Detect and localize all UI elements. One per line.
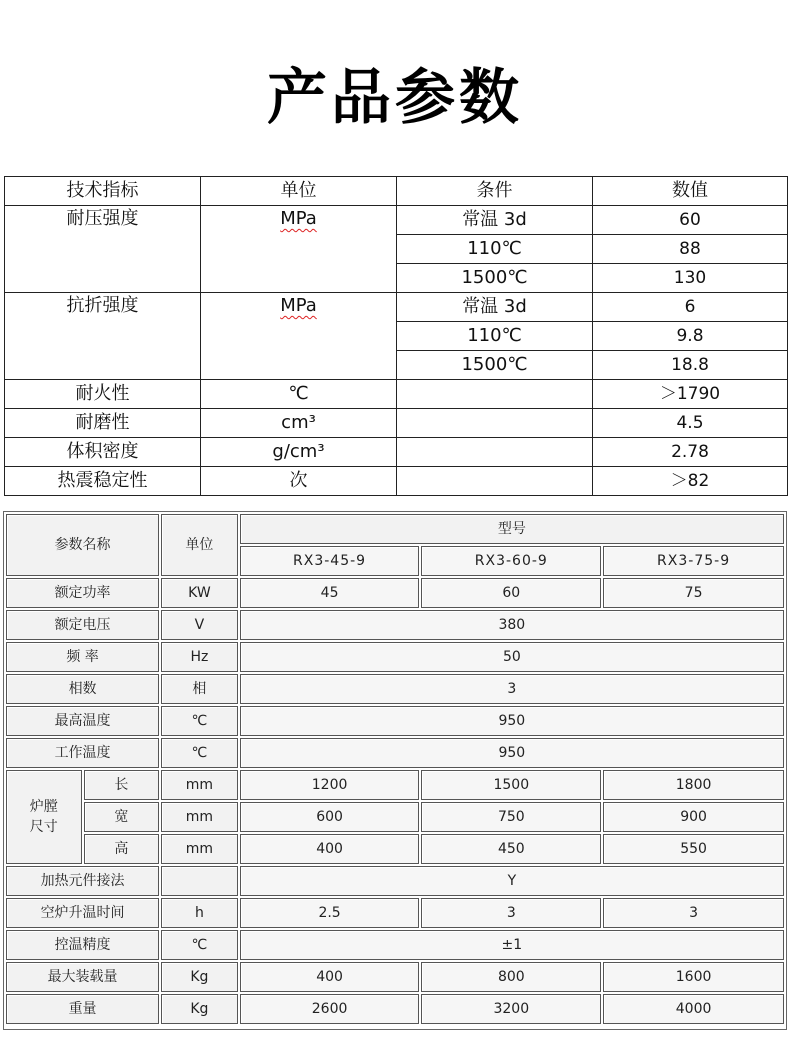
- unit-cell: [201, 293, 397, 380]
- value-cell: 1500: [421, 770, 601, 800]
- row-label: 额定电压: [6, 610, 159, 640]
- value-cell: 450: [421, 834, 601, 864]
- model-table: [4, 512, 786, 1026]
- table-row: [6, 738, 784, 768]
- row-label: 工作温度: [6, 738, 159, 768]
- value-cell: 4.5: [593, 409, 788, 438]
- value-cell: 550: [603, 834, 784, 864]
- table-row: [5, 467, 788, 496]
- table-row: [6, 514, 784, 544]
- table-row: [6, 770, 784, 800]
- table-row: [5, 206, 788, 235]
- unit-cell: 次: [201, 467, 397, 496]
- row-label: 热震稳定性: [5, 467, 201, 496]
- row-label: 相数: [6, 674, 159, 704]
- table-row: [6, 994, 784, 1024]
- header-cell: 单位: [201, 177, 397, 206]
- value-cell: 9.8: [593, 322, 788, 351]
- table-row: [6, 674, 784, 704]
- header-cell: 条件: [397, 177, 593, 206]
- condition-cell: [397, 467, 593, 496]
- page-title: 产品参数: [267, 63, 523, 133]
- table-row: [6, 802, 784, 832]
- chamber-label: 炉膛 尺寸: [6, 770, 82, 864]
- row-label: 耐火性: [5, 380, 201, 409]
- condition-cell: 1500℃: [397, 351, 593, 380]
- value-cell: 400: [240, 834, 420, 864]
- condition-cell: [397, 438, 593, 467]
- value-cell: 3: [240, 674, 784, 704]
- unit-cell: ℃: [201, 380, 397, 409]
- unit-cell: Hz: [161, 642, 238, 672]
- value-cell: 2.5: [240, 898, 420, 928]
- condition-cell: 1500℃: [397, 264, 593, 293]
- model-cell: RX3-75-9: [603, 546, 784, 576]
- row-label: 重量: [6, 994, 159, 1024]
- value-cell: ＞1790: [593, 380, 788, 409]
- row-label: 控温精度: [6, 930, 159, 960]
- unit-cell: V: [161, 610, 238, 640]
- spec-table: [4, 176, 788, 496]
- header-cell: 数值: [593, 177, 788, 206]
- row-label: 耐磨性: [5, 409, 201, 438]
- unit-cell: ℃: [161, 930, 238, 960]
- value-cell: 3: [421, 898, 601, 928]
- table-row: [5, 380, 788, 409]
- unit-cell: Kg: [161, 994, 238, 1024]
- table-row: [6, 706, 784, 736]
- condition-cell: 110℃: [397, 322, 593, 351]
- condition-cell: 110℃: [397, 235, 593, 264]
- unit-cell: ℃: [161, 706, 238, 736]
- row-label: 最高温度: [6, 706, 159, 736]
- table-row: [5, 438, 788, 467]
- value-cell: 380: [240, 610, 784, 640]
- unit-cell: [201, 206, 397, 293]
- unit-cell: KW: [161, 578, 238, 608]
- table-row: [6, 866, 784, 896]
- condition-cell: [397, 380, 593, 409]
- value-cell: 1800: [603, 770, 784, 800]
- value-cell: 88: [593, 235, 788, 264]
- value-cell: 130: [593, 264, 788, 293]
- condition-cell: [397, 409, 593, 438]
- row-label: 长: [84, 770, 160, 800]
- value-cell: 1600: [603, 962, 784, 992]
- unit-cell: cm³: [201, 409, 397, 438]
- value-cell: 3: [603, 898, 784, 928]
- condition-cell: 常温 3d: [397, 206, 593, 235]
- row-label: 加热元件接法: [6, 866, 159, 896]
- value-cell: 800: [421, 962, 601, 992]
- value-cell: 3200: [421, 994, 601, 1024]
- table-row: [5, 293, 788, 322]
- value-cell: 50: [240, 642, 784, 672]
- row-label: 高: [84, 834, 160, 864]
- value-cell: 60: [593, 206, 788, 235]
- value-cell: 6: [593, 293, 788, 322]
- unit-cell: Kg: [161, 962, 238, 992]
- value-cell: 75: [603, 578, 784, 608]
- row-label: 额定功率: [6, 578, 159, 608]
- unit-cell: h: [161, 898, 238, 928]
- model-cell: RX3-45-9: [240, 546, 420, 576]
- value-cell: ±1: [240, 930, 784, 960]
- row-label: 体积密度: [5, 438, 201, 467]
- table-row: [6, 578, 784, 608]
- value-cell: 18.8: [593, 351, 788, 380]
- table-row: [6, 610, 784, 640]
- unit-cell: mm: [161, 770, 238, 800]
- value-cell: 750: [421, 802, 601, 832]
- value-cell: 400: [240, 962, 420, 992]
- table-row: [5, 409, 788, 438]
- unit-cell: mm: [161, 802, 238, 832]
- table-row: [6, 962, 784, 992]
- value-cell: 45: [240, 578, 420, 608]
- value-cell: 600: [240, 802, 420, 832]
- unit-cell: [161, 866, 238, 896]
- table-row: [6, 834, 784, 864]
- unit-cell: mm: [161, 834, 238, 864]
- model-cell: RX3-60-9: [421, 546, 601, 576]
- row-label: 频 率: [6, 642, 159, 672]
- header-cell: 参数名称: [6, 514, 159, 576]
- unit-cell: ℃: [161, 738, 238, 768]
- value-cell: 60: [421, 578, 601, 608]
- row-label: 抗折强度: [5, 293, 201, 380]
- unit-cell: g/cm³: [201, 438, 397, 467]
- table-row: [6, 642, 784, 672]
- row-label: 空炉升温时间: [6, 898, 159, 928]
- row-label: 最大装载量: [6, 962, 159, 992]
- value-cell: 4000: [603, 994, 784, 1024]
- model-table-frame: [3, 511, 787, 1030]
- unit-text: MPa: [280, 208, 317, 229]
- condition-cell: 常温 3d: [397, 293, 593, 322]
- value-cell: 2.78: [593, 438, 788, 467]
- value-cell: 900: [603, 802, 784, 832]
- table-row: [6, 930, 784, 960]
- table-row: [6, 898, 784, 928]
- value-cell: 950: [240, 738, 784, 768]
- table-row: [5, 177, 788, 206]
- value-cell: 1200: [240, 770, 420, 800]
- value-cell: 950: [240, 706, 784, 736]
- row-label: 宽: [84, 802, 160, 832]
- header-cell: 型号: [240, 514, 784, 544]
- unit-text: MPa: [280, 295, 317, 316]
- value-cell: Y: [240, 866, 784, 896]
- unit-cell: 相: [161, 674, 238, 704]
- header-cell: 技术指标: [5, 177, 201, 206]
- value-cell: 2600: [240, 994, 420, 1024]
- value-cell: ＞82: [593, 467, 788, 496]
- row-label: 耐压强度: [5, 206, 201, 293]
- header-cell: 单位: [161, 514, 238, 576]
